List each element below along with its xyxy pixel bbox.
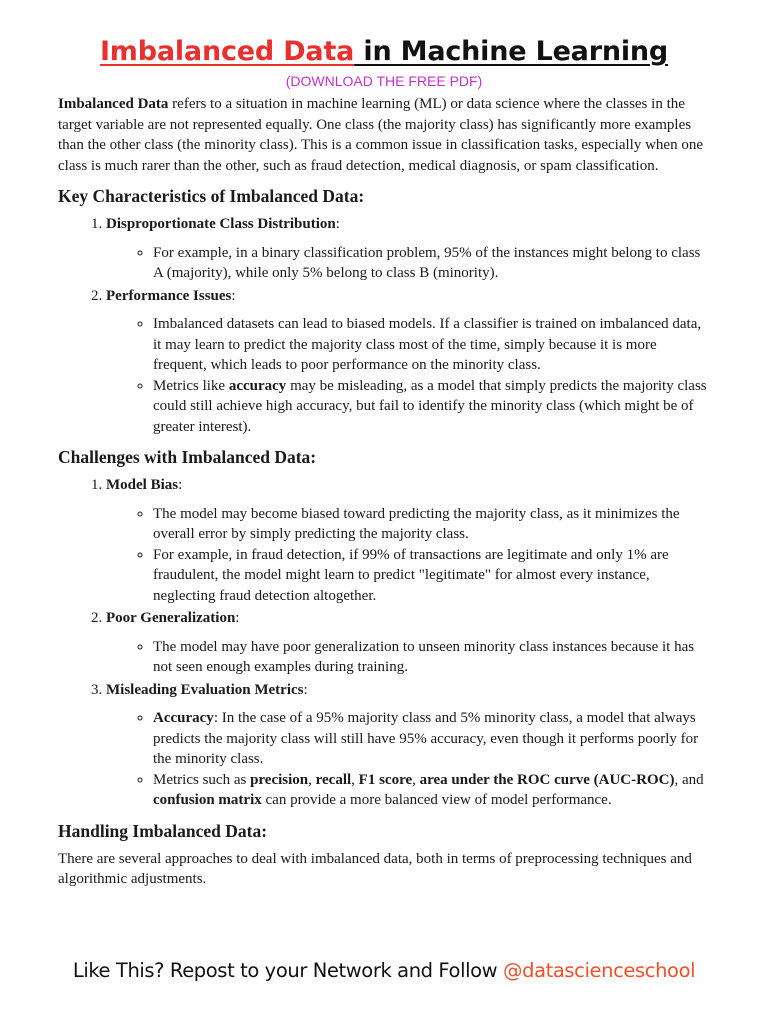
- bullet-item: ◦ For example, in a binary classification problem, 95% of the instances might belong to class A (majority), while only 5% belong to class B (minority).: [153, 243, 710, 284]
- bullet-item: ◦ Metrics such as precision, recall, F1 score, area under the ROC curve (AUC-ROC), and confusion matrix can provide a more balanced view of model performance.: [153, 770, 710, 811]
- list-item: 2. Performance Issues: ◦ Imbalanced datasets can lead to biased models. If a classifier is trained on imbalanced data, it may learn to predict the majority class most of the time, simply because it is more frequent, which leads to poor performance on the minority class. ◦ Metrics like accuracy may be misleading, as a model that simply predicts the majority class could still achieve high accuracy, but fail to identify the minority class (which might be of greater interest).: [106, 286, 710, 438]
- intro-text: refers to a situation in machine learning (ML) or data science where the classes in the target variable are not represented equally. One class (the majority class) has significantly more examples than the other class (the minority class). This is a common issue in classification tasks, especially when one class is much rarer than the other, such as fraud detection, medical diagnosis, or spam classification.: [58, 96, 703, 174]
- bullet-item: ◦ Accuracy: In the case of a 95% majority class and 5% minority class, a model that always predicts the majority class will still have 95% accuracy, even though it performs poorly for the minority class.: [153, 708, 710, 770]
- section-heading-handling: Handling Imbalanced Data:: [58, 820, 268, 841]
- footer-cta: [0, 957, 768, 985]
- bullet-item: ◦ For example, in fraud detection, if 99% of transactions are legitimate and only 1% are fraudulent, the model might learn to predict "legitimate" for almost every instance, neglecting fraud detection altogether.: [153, 545, 710, 607]
- list-item: 1. Disproportionate Class Distribution: ◦ For example, in a binary classification problem, 95% of the instances might belong to class A (majority), while only 5% belong to class B (minority).: [106, 214, 710, 284]
- title-highlight: Imbalanced Data: [99, 36, 355, 67]
- item-title: Poor Generalization: [106, 610, 236, 626]
- list-item: 1. Model Bias: ◦ The model may become biased toward predicting the majority class, as it minimizes the overall error by simply predicting the majority class. ◦ For example, in fraud detection, if 99% of transactions are legitimate and only 1% are fraudulent, the model might learn to predict "legitimate" for almost every instance, neglecting fraud detection altogether.: [106, 475, 710, 606]
- list-item: 2. Poor Generalization: ◦ The model may have poor generalization to unseen minority class instances because it has not seen enough examples during training.: [106, 608, 710, 678]
- bullet-item: ◦ The model may have poor generalization to unseen minority class instances because it has not seen enough examples during training.: [153, 637, 710, 678]
- download-pdf-link[interactable]: (DOWNLOAD THE FREE PDF): [285, 73, 483, 89]
- key-characteristics-list: [58, 214, 710, 437]
- item-title: Disproportionate Class Distribution: [106, 216, 336, 232]
- page-title: [58, 0, 710, 70]
- bullet-item: ◦ The model may become biased toward predicting the majority class, as it minimizes the overall error by simply predicting the majority class.: [153, 504, 710, 545]
- bullet-item: ◦ Metrics like accuracy may be misleading, as a model that simply predicts the majority class could still achieve high accuracy, but fail to identify the minority class (which might be of greater interest).: [153, 376, 710, 438]
- section-heading-challenges: Challenges with Imbalanced Data:: [58, 447, 317, 467]
- intro-lead: Imbalanced Data: [58, 96, 169, 112]
- section-heading-key-characteristics: Key Characteristics of Imbalanced Data:: [58, 186, 365, 206]
- handling-paragraph: There are several approaches to deal with imbalanced data, both in terms of preprocessing techniques and algorithmic adjustments.: [58, 850, 692, 887]
- footer-text: Like This? Repost to your Network and Follow: [72, 959, 503, 982]
- challenges-list: [58, 475, 710, 811]
- list-item: 3. Misleading Evaluation Metrics: ◦ Accuracy: In the case of a 95% majority class and 5% minority class, a model that always predicts the majority class will still have 95% accuracy, even though it performs poorly for the minority class. ◦ Metrics such as precision, recall, F1 score, area under the ROC curve (AUC-ROC), and confusion matrix can provide a more balanced view of model performance.: [106, 680, 710, 811]
- item-title: Performance Issues: [106, 287, 232, 304]
- bullet-item: ◦ Imbalanced datasets can lead to biased models. If a classifier is trained on imbalanced data, it may learn to predict the majority class most of the time, simply because it is more frequent, which leads to poor performance on the minority class.: [153, 314, 710, 376]
- item-title: Misleading Evaluation Metrics: [106, 681, 304, 698]
- title-rest: in Machine Learning: [354, 36, 669, 67]
- intro-paragraph: [58, 94, 710, 176]
- item-title: Model Bias: [106, 477, 179, 493]
- follow-handle-link[interactable]: @datascienceschool: [503, 959, 696, 982]
